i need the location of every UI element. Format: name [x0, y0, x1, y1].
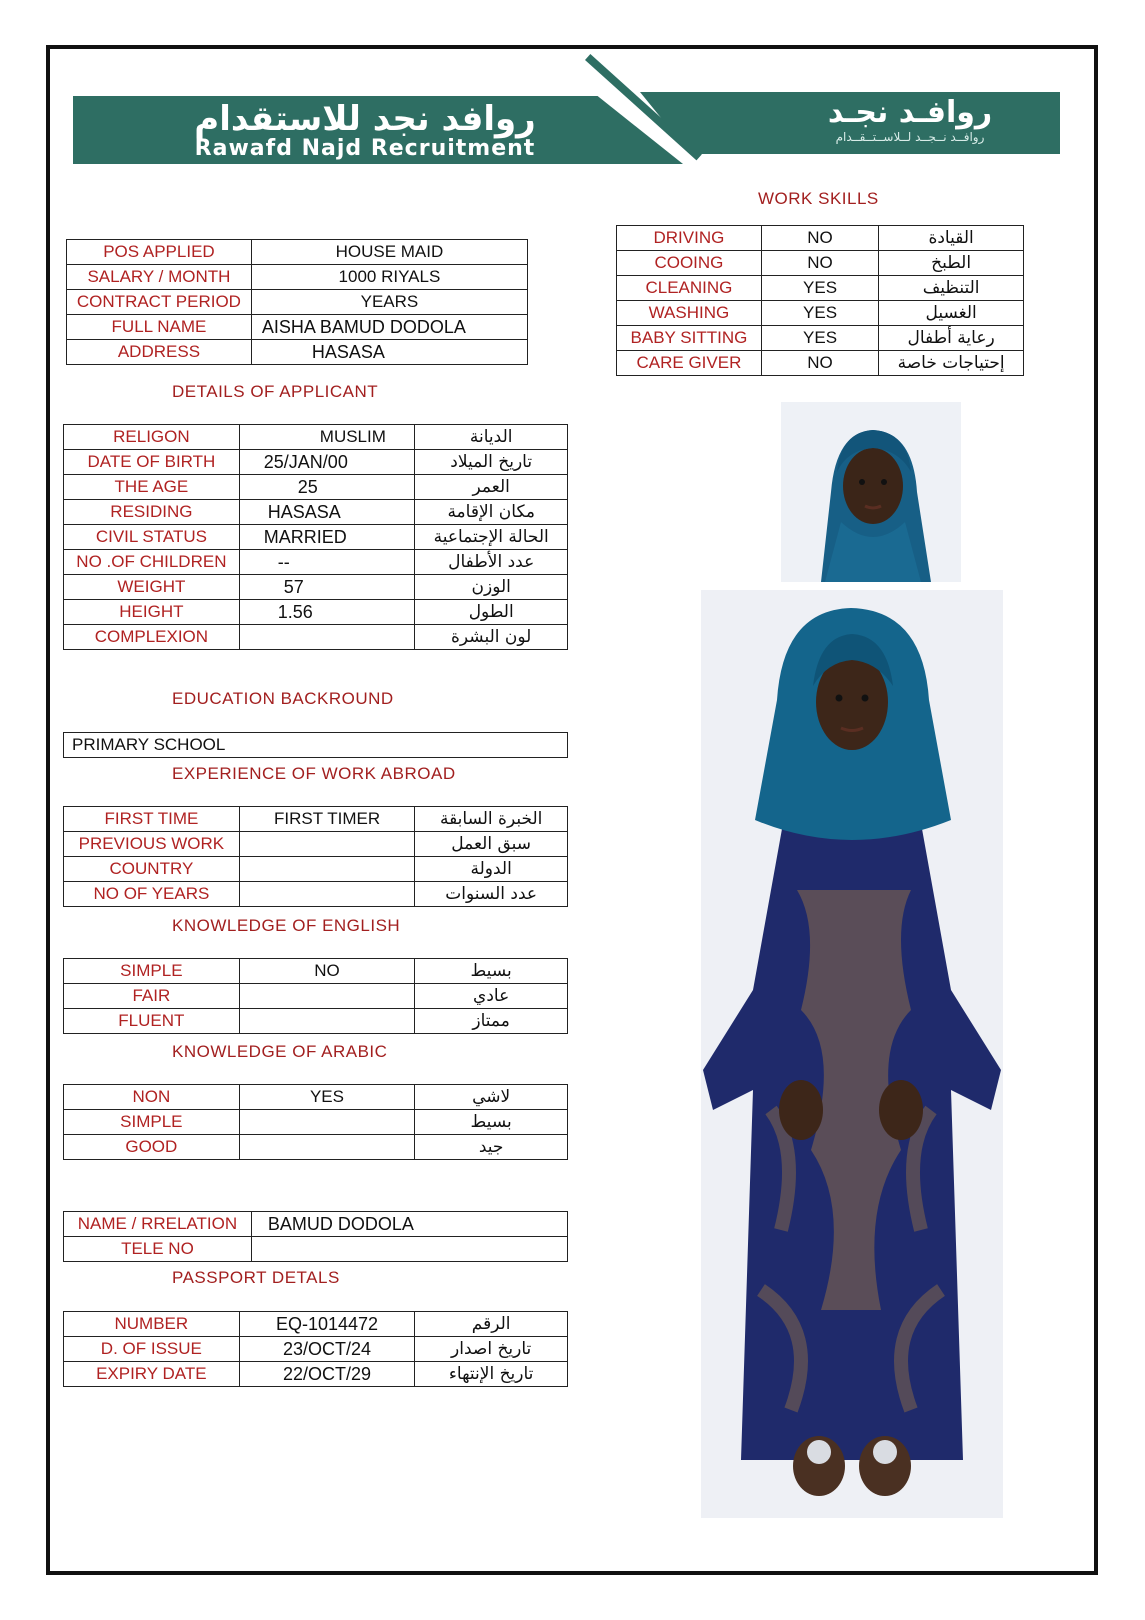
table-row: NUMBER EQ-1014472 الرقم	[64, 1312, 568, 1337]
education-title: EDUCATION BACKROUND	[172, 689, 394, 708]
table-row: EXPIRY DATE 22/OCT/29 تاريخ الإنتهاء	[64, 1362, 568, 1387]
table-row: COOING NO الطبخ	[617, 251, 1024, 276]
details-table	[63, 424, 568, 650]
table-row: PRIMARY SCHOOL	[64, 733, 568, 758]
position-table	[66, 239, 528, 365]
table-row: NO .OF CHILDREN -- عدد الأطفال	[64, 550, 568, 575]
passport-title: PASSPORT DETALS	[172, 1268, 340, 1287]
table-row: CONTRACT PERIOD YEARS	[67, 290, 528, 315]
experience-title: EXPERIENCE OF WORK ABROAD	[172, 764, 456, 783]
relation-table	[63, 1211, 568, 1262]
table-row: HEIGHT 1.56 الطول	[64, 600, 568, 625]
table-row: CARE GIVER NO إحتياجات خاصة	[617, 351, 1024, 376]
table-row: BABY SITTING YES رعاية أطفال	[617, 326, 1024, 351]
table-row: COMPLEXION لون البشرة	[64, 625, 568, 650]
portrait-illustration	[781, 402, 961, 582]
table-row: FLUENT ممتاز	[64, 1009, 568, 1034]
table-row: DRIVING NO القيادة	[617, 226, 1024, 251]
work-skills-table	[616, 225, 1024, 376]
table-row: CIVIL STATUS MARRIED الحالة الإجتماعية	[64, 525, 568, 550]
table-row: ADDRESS HASASA	[67, 340, 528, 365]
table-row: D. OF ISSUE 23/OCT/24 تاريخ اصدار	[64, 1337, 568, 1362]
full-body-photo	[701, 590, 1003, 1518]
table-row: NAME / RRELATION BAMUD DODOLA	[64, 1212, 568, 1237]
table-row: NO OF YEARS عدد السنوات	[64, 882, 568, 907]
company-logo	[800, 96, 1020, 150]
table-row: CLEANING YES التنظيف	[617, 276, 1024, 301]
english-title: KNOWLEDGE OF ENGLISH	[172, 916, 401, 935]
details-title: DETAILS OF APPLICANT	[172, 382, 379, 401]
table-row: POS APPLIED HOUSE MAID	[67, 240, 528, 265]
table-row: COUNTRY الدولة	[64, 857, 568, 882]
work-skills-title: WORK SKILLS	[758, 189, 879, 208]
education-table	[63, 732, 568, 758]
table-row: RESIDING HASASA مكان الإقامة	[64, 500, 568, 525]
table-row: WEIGHT 57 الوزن	[64, 575, 568, 600]
table-row: THE AGE 25 العمر	[64, 475, 568, 500]
table-row: WASHING YES الغسيل	[617, 301, 1024, 326]
table-row: RELIGON MUSLIM الديانة	[64, 425, 568, 450]
table-row: DATE OF BIRTH 25/JAN/00 تاريخ الميلاد	[64, 450, 568, 475]
table-row: FAIR عادي	[64, 984, 568, 1009]
table-row: FULL NAME AISHA BAMUD DODOLA	[67, 315, 528, 340]
table-row: SIMPLE بسيط	[64, 1110, 568, 1135]
brand-english: Rawafd Najd Recruitment	[194, 136, 536, 161]
experience-table	[63, 806, 568, 907]
logo-arabic-big: روافـد نجـد	[827, 95, 993, 130]
table-row: PREVIOUS WORK سبق العمل	[64, 832, 568, 857]
passport-table	[63, 1311, 568, 1387]
english-table	[63, 958, 568, 1034]
arabic-knowledge-title: KNOWLEDGE OF ARABIC	[172, 1042, 388, 1061]
brand-arabic: روافد نجد للاستقدام	[194, 99, 536, 139]
arabic-knowledge-table	[63, 1084, 568, 1160]
table-row: NON YES لاشي	[64, 1085, 568, 1110]
portrait-photo	[781, 402, 961, 582]
full-body-illustration	[701, 590, 1003, 1518]
logo-arabic-small: روافــد نــجــد لــلاســتــقــدام	[835, 130, 985, 144]
table-row: FIRST TIME FIRST TIMER الخبرة السابقة	[64, 807, 568, 832]
table-row: GOOD جيد	[64, 1135, 568, 1160]
table-row: TELE NO	[64, 1237, 568, 1262]
table-row: SALARY / MONTH 1000 RIYALS	[67, 265, 528, 290]
table-row: SIMPLE NO بسيط	[64, 959, 568, 984]
